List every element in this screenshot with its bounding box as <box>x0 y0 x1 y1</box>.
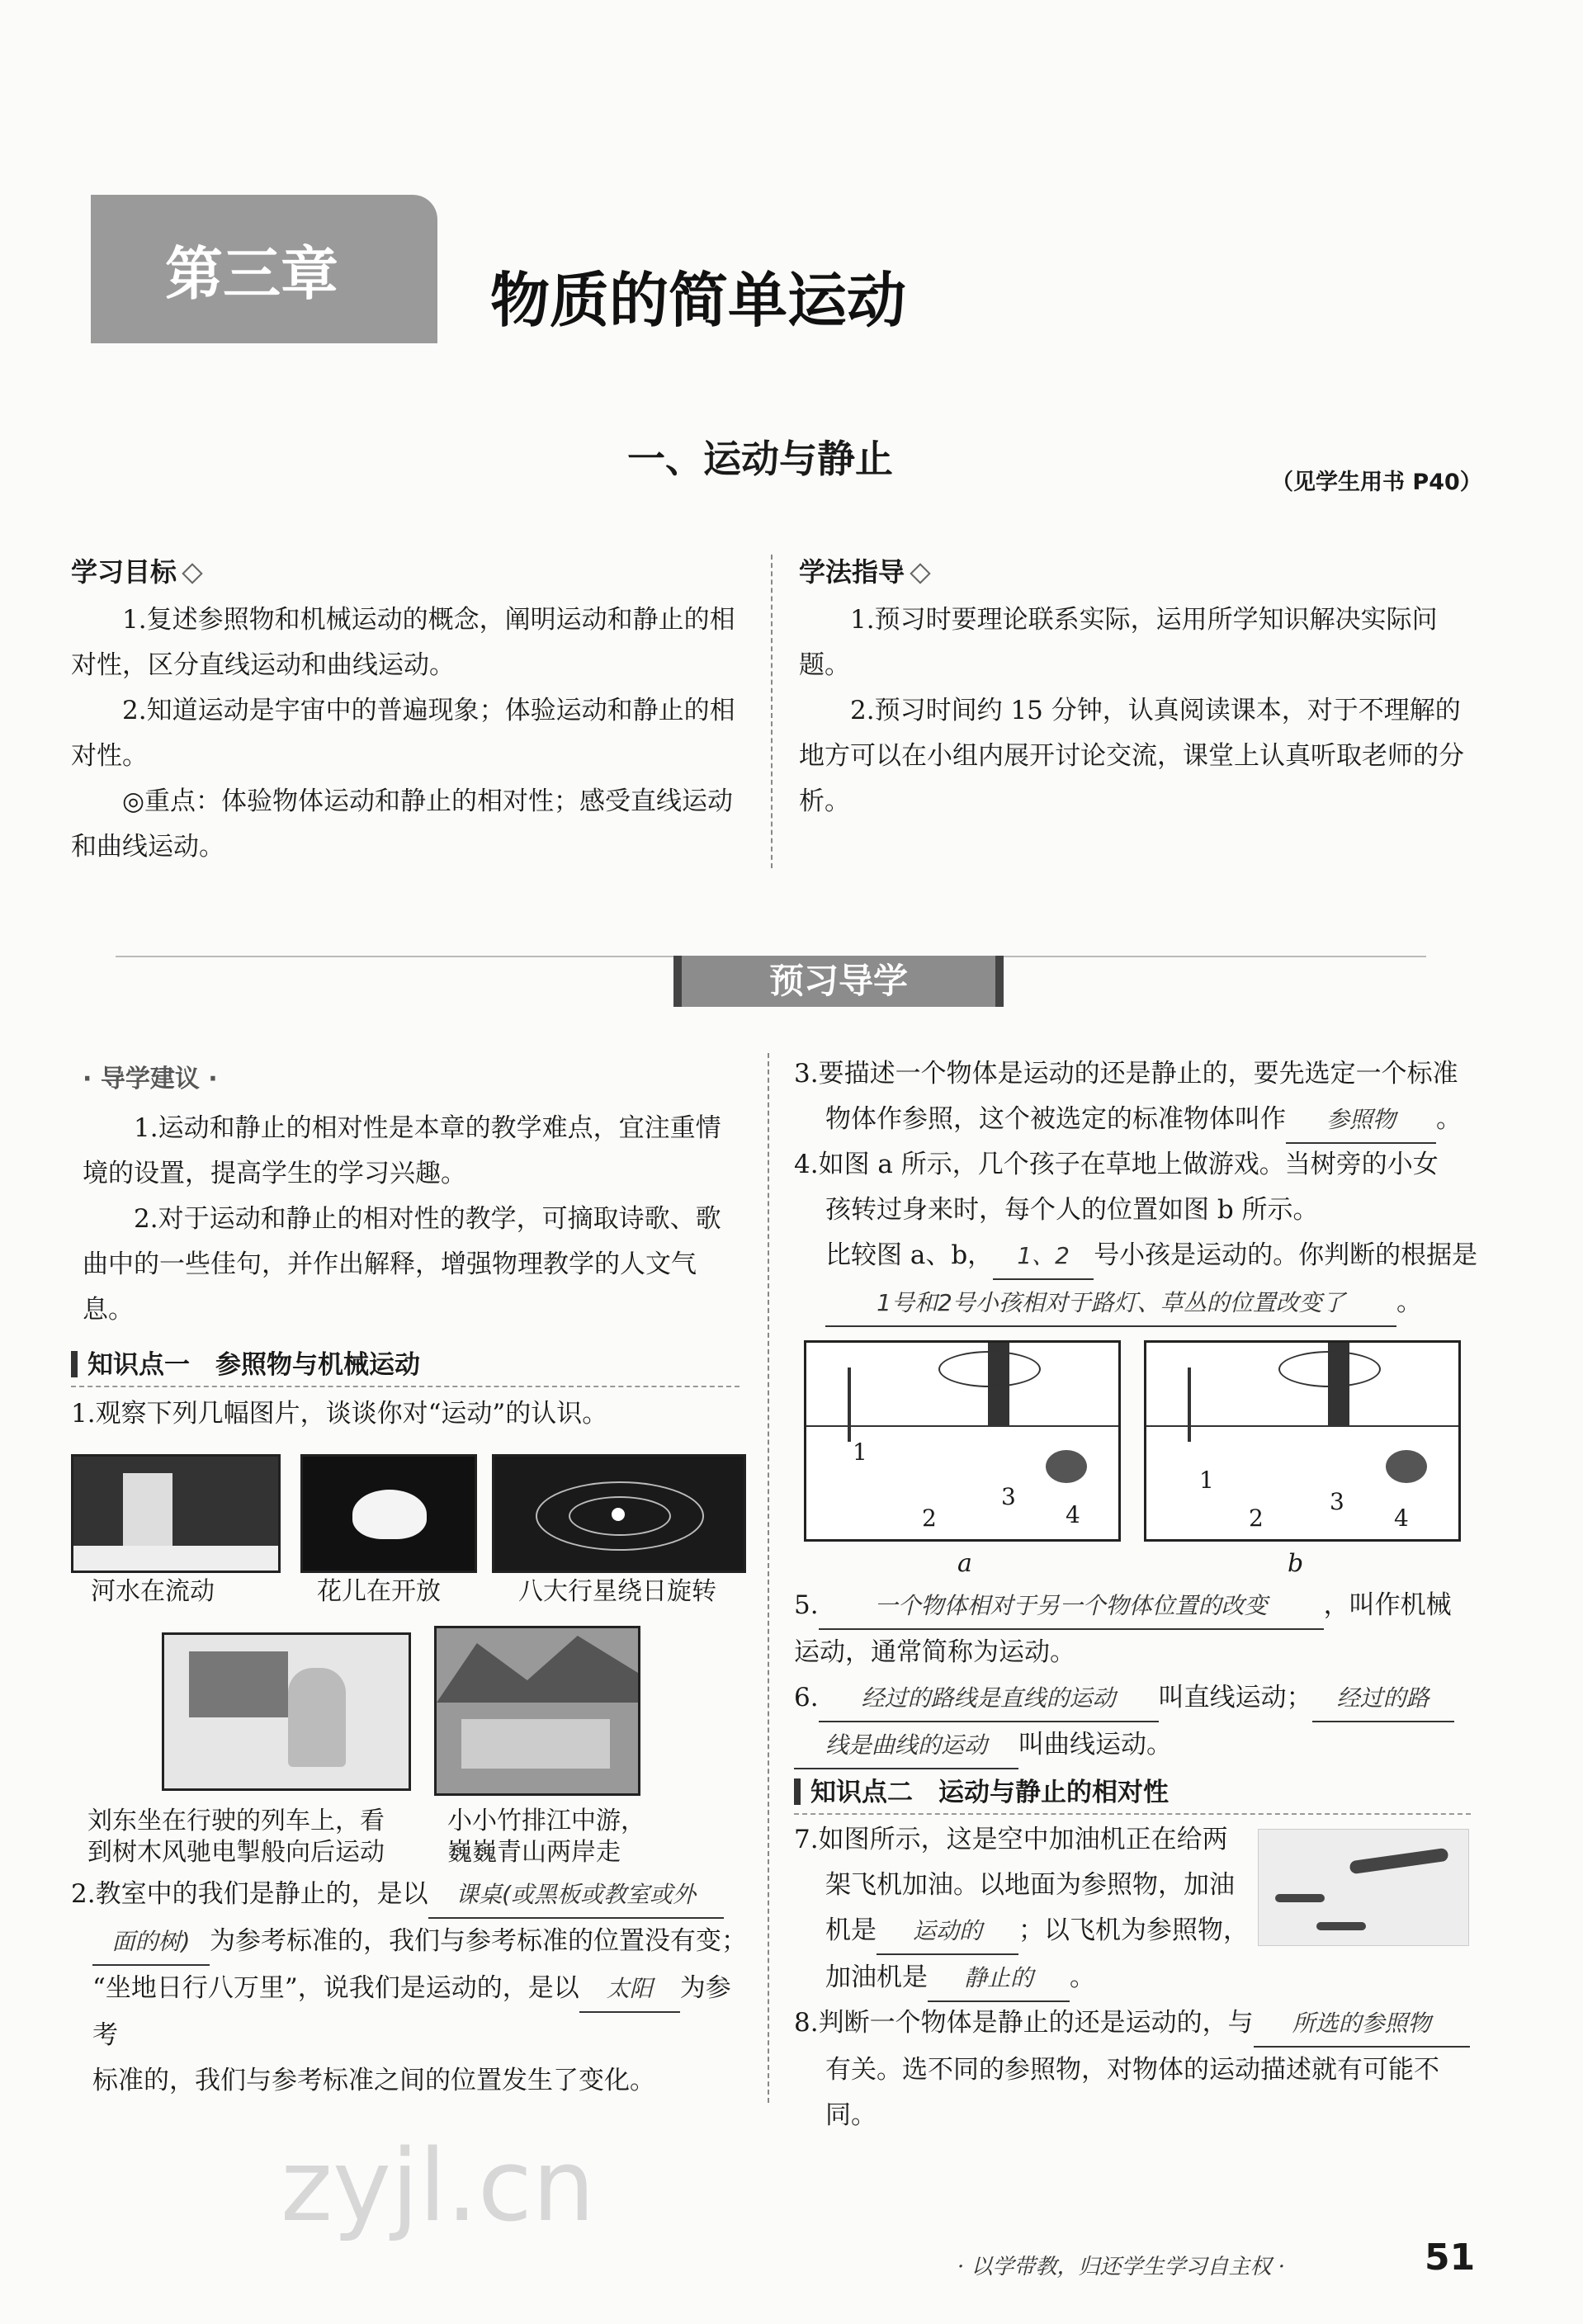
child-number-3: 3 <box>1001 1483 1016 1510</box>
column-divider-top <box>771 555 773 868</box>
solar-system-image <box>492 1454 746 1573</box>
k2-heading <box>794 1771 1471 1815</box>
q7-line3 <box>794 1908 1256 1955</box>
bamboo-raft-image <box>434 1626 640 1796</box>
playground-figure-b <box>1144 1340 1461 1542</box>
q3-answer: 参照物 <box>1286 1097 1436 1144</box>
child-number-1: 1 <box>853 1438 867 1466</box>
refueling-aircraft-image <box>1258 1829 1469 1946</box>
q4-text-4: 号小孩是运动的。你判断的根据是 <box>1094 1240 1478 1270</box>
methods-heading <box>799 551 1481 589</box>
child-number-4: 4 <box>1394 1504 1409 1532</box>
q8-block <box>794 2000 1487 2138</box>
q2-block <box>71 1872 748 2104</box>
child-number-1: 1 <box>1199 1467 1214 1494</box>
q7-text-6: 。 <box>1070 1963 1095 1992</box>
q4-line1: 4.如图 a 所示，几个孩子在草地上做游戏。当树旁的小女 <box>794 1150 1439 1179</box>
q3-text-2: 物体作参照，这个被选定的标准物体叫作 <box>825 1104 1286 1134</box>
q4-block <box>794 1142 1487 1327</box>
q2-line4: 标准的，我们与参考标准之间的位置发生了变化。 <box>92 2066 655 2095</box>
q4-answer-1: 1、2 <box>993 1233 1094 1280</box>
methods-block <box>799 551 1481 824</box>
advice-block <box>83 1058 743 1333</box>
q4-text-5: 。 <box>1396 1287 1422 1317</box>
q5-line1 <box>794 1583 1487 1630</box>
goals-block <box>71 551 748 870</box>
caption-train-2: 到树木风驰电掣般向后运动 <box>87 1838 385 1867</box>
q2-line3 <box>71 1966 748 2058</box>
q6-answer-2b: 线是曲线的运动 <box>794 1722 1018 1769</box>
diamond-icon <box>182 563 202 583</box>
chapter-label: 第三章 <box>165 240 338 308</box>
q8-text-1: 8.判断一个物体是静止的还是运动的，与 <box>794 2008 1254 2038</box>
caption-planets: 八大行星绕日旋转 <box>518 1577 716 1606</box>
advice-p1: 1.运动和静止的相对性是本章的教学难点，宜注重情境的设置，提高学生的学习兴趣。 <box>83 1113 721 1188</box>
q2-text-2: 为参考标准的，我们与参考标准的位置没有变； <box>210 1926 747 1956</box>
lamp-icon <box>848 1367 851 1442</box>
child-number-4: 4 <box>1066 1501 1080 1528</box>
q3-line1: 3.要描述一个物体是运动的还是静止的，要先选定一个标准 <box>794 1059 1458 1089</box>
q6-answer-1: 经过的路线是直线的运动 <box>819 1675 1159 1722</box>
goals-heading-text: 学习目标 <box>71 556 177 588</box>
k2-heading-text: 知识点二 运动与静止的相对性 <box>810 1778 1169 1807</box>
q6-text-3: 叫曲线运动。 <box>1018 1730 1172 1760</box>
heading-bar <box>794 1778 801 1805</box>
q6-text-2: 叫直线运动； <box>1158 1683 1312 1712</box>
q1-text: 1.观察下列几幅图片，谈谈你对“运动”的认识。 <box>71 1399 608 1429</box>
footer-motto: · 以学带教，归还学生学习自主权 · <box>957 2255 1286 2279</box>
child-number-2: 2 <box>922 1504 937 1532</box>
goals-p3: ◎重点：体验物体运动和静止的相对性；感受直线运动和曲线运动。 <box>71 786 734 862</box>
child-number-3: 3 <box>1330 1488 1344 1515</box>
child-number-2: 2 <box>1249 1504 1264 1532</box>
q7-text-4: ；以飞机为参照物， <box>1018 1915 1249 1945</box>
advice-heading: · 导学建议 · <box>83 1065 218 1094</box>
methods-heading-text: 学法指导 <box>799 556 905 588</box>
section-title: 一、运动与静止 <box>627 437 893 481</box>
q2-answer-1: 课桌(或黑板或教室或外 <box>428 1872 724 1919</box>
playground-figure-a <box>804 1340 1121 1542</box>
q2-text-4: 为参考 <box>92 1973 731 2050</box>
q2-line2 <box>71 1919 748 1966</box>
caption-raft-1: 小小竹排江中游， <box>447 1807 645 1835</box>
heading-bar <box>71 1351 78 1377</box>
q6-text-1: 6. <box>794 1683 819 1712</box>
fighter-plane-icon <box>1316 1922 1366 1930</box>
section-ref: （见学生用书 P40） <box>1271 470 1482 495</box>
lamp-icon <box>1188 1367 1191 1442</box>
tanker-plane-icon <box>1349 1848 1448 1875</box>
methods-p1: 1.预习时要理论联系实际，运用所学知识解决实际问题。 <box>799 605 1438 680</box>
advice-p2: 2.对于运动和静止的相对性的教学，可摘取诗歌、歌曲中的一些佳句，并作出解释，增强物理教学的人文气息。 <box>83 1204 721 1325</box>
q3-line2 <box>794 1097 1487 1144</box>
q4-line3 <box>794 1233 1487 1280</box>
q7-line4 <box>794 1955 1256 2002</box>
waterfall-image <box>71 1454 281 1573</box>
q4-line4 <box>794 1280 1487 1327</box>
banner-title: 预习导学 <box>768 961 908 1001</box>
caption-flower: 花儿在开放 <box>317 1577 441 1606</box>
q8-line2: 有关。选不同的参照物，对物体的运动描述就有可能不同。 <box>825 2055 1439 2130</box>
q7-line1: 7.如图所示，这是空中加油机正在给两 <box>794 1825 1228 1854</box>
q6-answer-2: 经过的路 <box>1312 1675 1454 1722</box>
goals-p2: 2.知道运动是宇宙中的普遍现象；体验运动和静止的相对性。 <box>71 696 735 771</box>
page-number: 51 <box>1425 2237 1476 2279</box>
q4-text-3: 比较图 a、b， <box>825 1240 994 1270</box>
methods-p2: 2.预习时间约 15 分钟，认真阅读课本，对于不理解的地方可以在小组内展开讨论交流，课堂上认真听取老师的分析。 <box>799 696 1464 816</box>
q5-text-2: ，叫作机械 <box>1323 1590 1452 1620</box>
chapter-tab <box>91 195 437 343</box>
q6-line2 <box>794 1722 1487 1769</box>
figure-label-b: b <box>1288 1549 1304 1578</box>
q7-text-5: 加油机是 <box>825 1963 928 1992</box>
q7-text-3: 机是 <box>825 1915 877 1945</box>
caption-train-1: 刘东坐在行驶的列车上，看 <box>87 1807 385 1835</box>
q5-block <box>794 1583 1487 1675</box>
q2-text-1: 2.教室中的我们是静止的，是以 <box>71 1879 428 1909</box>
q3-text-3: 。 <box>1436 1104 1462 1134</box>
caption-raft-2: 巍巍青山两岸走 <box>447 1838 621 1867</box>
q7-answer-1: 运动的 <box>877 1908 1018 1955</box>
watermark: zyjl.cn <box>281 2129 595 2244</box>
goals-p1: 1.复述参照物和机械运动的概念，阐明运动和静止的相对性，区分直线运动和曲线运动。 <box>71 605 735 680</box>
q7-block <box>794 1817 1256 2002</box>
figure-label-a: a <box>957 1549 972 1578</box>
q2-text-3: “坐地日行八万里”，说我们是运动的，是以 <box>92 1973 579 2003</box>
caption-river: 河水在流动 <box>91 1577 215 1606</box>
diamond-icon <box>910 563 930 583</box>
train-passenger-image <box>162 1632 411 1791</box>
k1-heading <box>71 1344 740 1387</box>
q2-answer-1b: 面的树) <box>92 1919 210 1966</box>
q2-line1 <box>71 1872 748 1919</box>
q5-line2: 运动，通常简称为运动。 <box>794 1637 1075 1667</box>
fighter-plane-icon <box>1275 1894 1325 1902</box>
k1-heading-text: 知识点一 参照物与机械运动 <box>87 1350 420 1380</box>
banner <box>673 956 1004 1007</box>
q6-line1 <box>794 1675 1487 1722</box>
column-divider-bottom <box>768 1053 769 2103</box>
q8-line1 <box>794 2000 1487 2048</box>
goals-heading <box>71 551 748 589</box>
q4-answer-2: 1号和2号小孩相对于路灯、草丛的位置改变了 <box>825 1280 1396 1327</box>
q6-block <box>794 1675 1487 1769</box>
chapter-title: 物质的简单运动 <box>490 266 907 335</box>
q4-line2: 孩转过身来时，每个人的位置如图 b 所示。 <box>825 1195 1319 1225</box>
q5-answer: 一个物体相对于另一个物体位置的改变 <box>819 1583 1324 1630</box>
q7-line2: 架飞机加油。以地面为参照物，加油 <box>825 1870 1235 1900</box>
q7-answer-2: 静止的 <box>928 1955 1070 2002</box>
q2-answer-2: 太阳 <box>579 1966 680 2013</box>
q5-text-1: 5. <box>794 1590 819 1620</box>
lotus-image <box>300 1454 477 1573</box>
q3-block <box>794 1051 1487 1144</box>
q8-answer: 所选的参照物 <box>1254 2000 1470 2048</box>
